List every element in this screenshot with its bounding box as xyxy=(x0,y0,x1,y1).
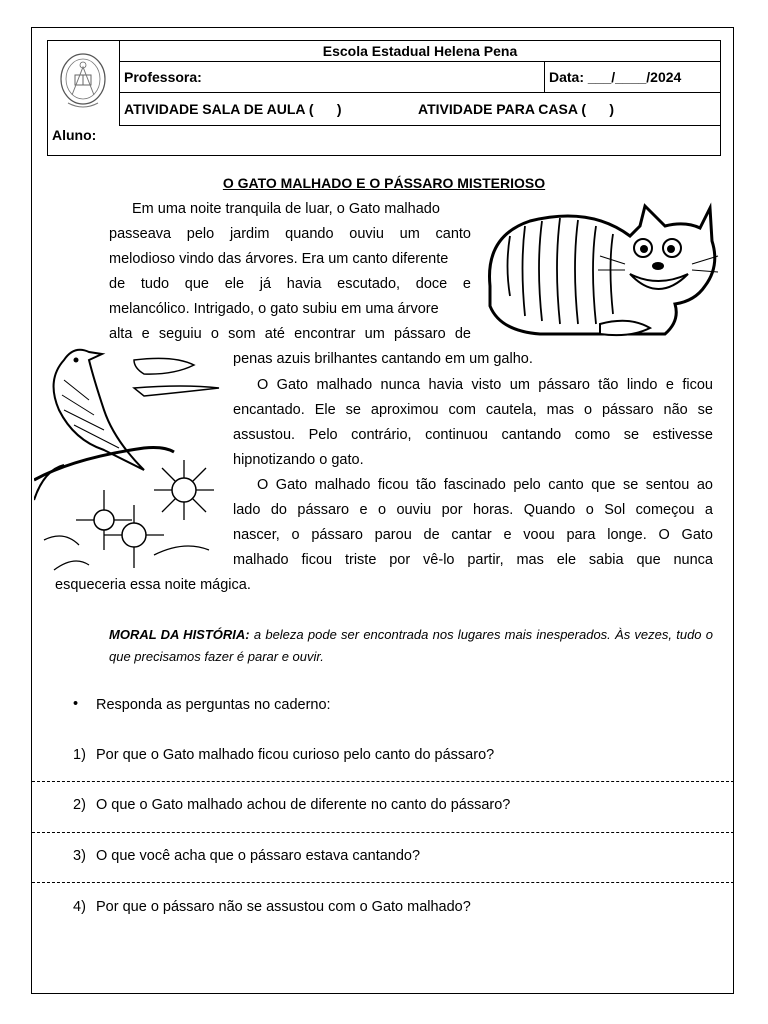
story-line: melodioso vindo das árvores. Era um canto diferente xyxy=(109,251,449,267)
story-line: hipnotizando o gato. xyxy=(233,452,364,468)
instruction-bullet: • xyxy=(73,696,79,712)
story-line: de tudo que ele já havia escutado, doce e xyxy=(109,276,471,292)
story-line: assustou. Pelo contrário, continuou cantando como se estivesse xyxy=(233,427,713,443)
header-table xyxy=(47,40,721,156)
story-line: passeava pelo jardim quando ouviu um canto xyxy=(109,226,471,242)
instruction-text: Responda as perguntas no caderno: xyxy=(96,697,331,713)
question-number: 4) xyxy=(73,899,86,915)
school-name: Escola Estadual Helena Pena xyxy=(120,41,720,62)
story-line: melancólico. Intrigado, o gato subiu em uma árvore xyxy=(109,301,439,317)
story-line: esqueceria essa noite mágica. xyxy=(55,577,251,593)
question-number: 3) xyxy=(73,848,86,864)
story-line: O Gato malhado nunca havia visto um pássaro tão lindo e ficou xyxy=(257,377,713,393)
story-line: alta e seguiu o som até encontrar um pássaro de xyxy=(109,326,471,342)
teacher-field[interactable]: Professora: xyxy=(124,69,202,85)
question-text: Por que o pássaro não se assustou com o Gato malhado? xyxy=(96,899,471,915)
story-line: lado do pássaro e o ouviu por horas. Quando o Sol começou a xyxy=(233,502,713,518)
story-title: O GATO MALHADO E O PÁSSARO MISTERIOSO xyxy=(222,175,546,191)
bird-illustration xyxy=(34,340,224,572)
student-field[interactable]: Aluno: xyxy=(52,127,97,143)
question-text: O que o Gato malhado achou de diferente no canto do pássaro? xyxy=(96,797,511,813)
moral-text: a beleza pode ser encontrada nos lugares mais inesperados. Às vezes, tudo o que precisamos fazer é parar e ouvir. xyxy=(109,627,714,664)
activity-type-row xyxy=(120,93,720,126)
story-line: penas azuis brilhantes cantando em um galho. xyxy=(233,351,533,367)
date-field[interactable]: Data: ___/____/2024 xyxy=(544,62,729,92)
story-line: O Gato malhado ficou tão fascinado pelo canto que se sentou ao xyxy=(257,477,713,493)
story-line: nascer, o pássaro parou de cantar e voou para longe. O Gato xyxy=(233,527,713,543)
story-line: encantado. Ele se aproximou com cautela, mas o pássaro não se xyxy=(233,402,713,418)
divider-line xyxy=(32,781,734,782)
story-line: Em uma noite tranquila de luar, o Gato malhado xyxy=(132,201,440,217)
class-activity-checkbox[interactable]: ATIVIDADE SALA DE AULA ( ) xyxy=(124,101,342,117)
story-line: malhado ficou triste por vê-lo partir, mas ele sabia que nunca xyxy=(233,552,713,568)
teacher-date-row xyxy=(120,62,720,93)
moral-label: MORAL DA HISTÓRIA: xyxy=(109,627,250,642)
cat-illustration xyxy=(480,196,720,346)
divider-line xyxy=(32,832,734,833)
question-number: 1) xyxy=(73,747,86,763)
question-text: Por que o Gato malhado ficou curioso pelo canto do pássaro? xyxy=(96,747,495,763)
divider-line xyxy=(32,882,734,883)
question-text: O que você acha que o pássaro estava cantando? xyxy=(96,848,421,864)
question-number: 2) xyxy=(73,797,86,813)
story-moral xyxy=(109,624,713,668)
home-activity-checkbox[interactable]: ATIVIDADE PARA CASA ( ) xyxy=(418,101,614,117)
school-logo-cell xyxy=(48,41,120,126)
school-seal-icon xyxy=(58,51,108,113)
